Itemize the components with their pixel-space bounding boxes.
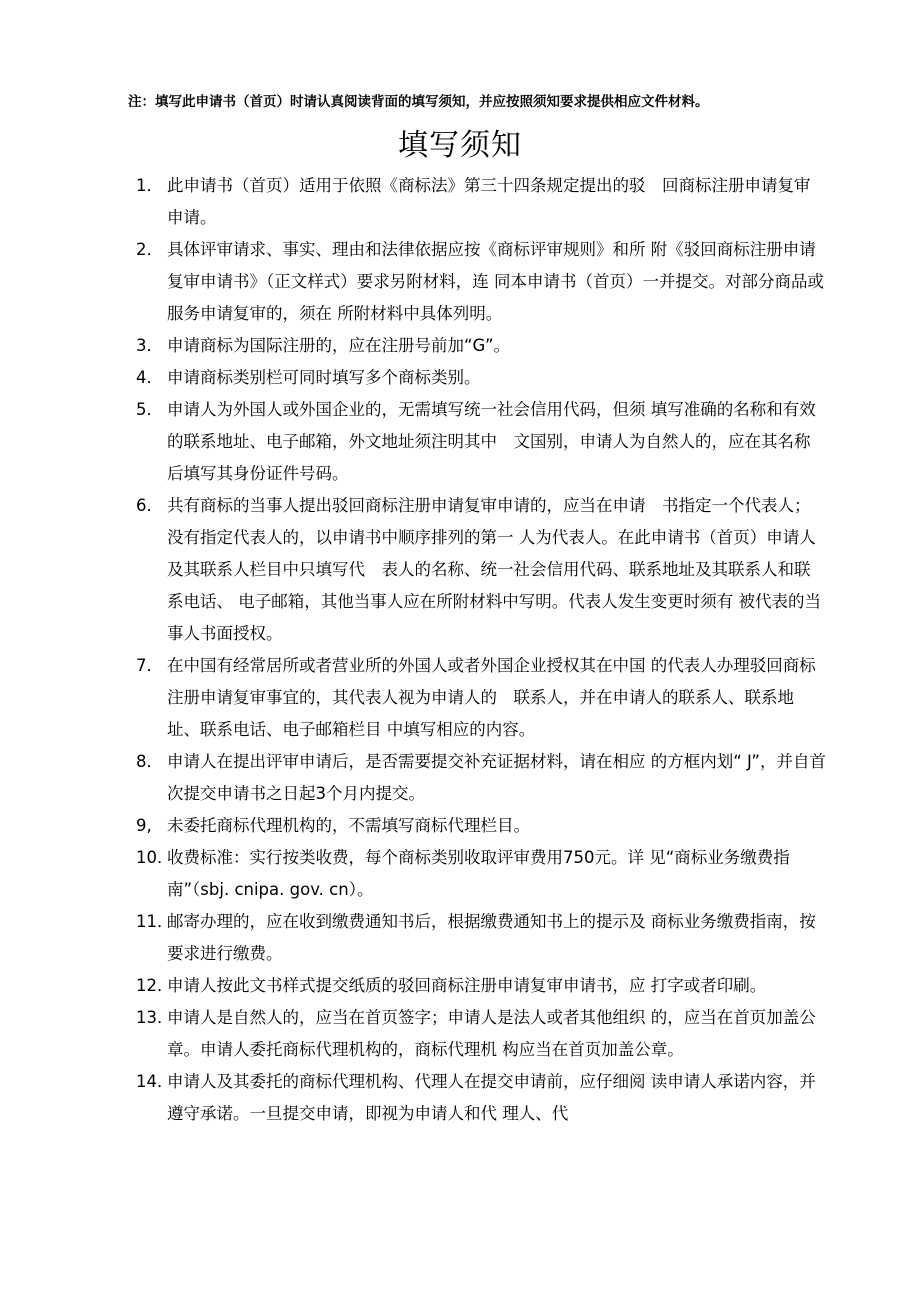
instruction-item-2 — [136, 234, 826, 330]
item-text: 在中国有经常居所或者营业所的外国人或者外国企业授权其在中国 的代表人办理驳回商标注册申请复审事宜的，其代表人视为申请人的 联系人，并在申请人的联系人、联系地址、联系电话、电子邮箱栏目 中填写相应的内容。 — [167, 656, 816, 739]
instruction-item-11 — [136, 906, 826, 970]
item-text: 邮寄办理的，应在收到缴费通知书后，根据缴费通知书上的提示及 商标业务缴费指南，按要求进行缴费。 — [167, 912, 816, 963]
instruction-item-9 — [136, 810, 826, 842]
item-text: 申请商标为国际注册的，应在注册号前加“G”。 — [167, 336, 511, 355]
instruction-item-14 — [136, 1066, 826, 1130]
item-text: 申请人及其委托的商标代理机构、代理人在提交申请前，应仔细阅 读申请人承诺内容，并遵守承诺。一旦提交申请，即视为申请人和代 理人、代 — [167, 1072, 816, 1123]
item-number: 9, — [136, 816, 152, 835]
item-text: 具体评审请求、事实、理由和法律依据应按《商标评审规则》和所 附《驳回商标注册申请复审申请书》（正文样式）要求另附材料，连 同本申请书（首页）一并提交。对部分商品或服务申请复审的，须在 所附材料中具体列明。 — [167, 240, 824, 323]
item-text: 申请人为外国人或外国企业的，无需填写统一社会信用代码，但须 填写准确的名称和有效的联系地址、电子邮箱，外文地址须注明其中 文国别，申请人为自然人的，应在其名称后填写其身份证件号码。 — [167, 400, 816, 483]
item-number: 11． — [136, 912, 174, 931]
instruction-item-4 — [136, 362, 826, 394]
instruction-item-6 — [136, 490, 826, 650]
item-number: 2． — [136, 240, 163, 259]
item-text: 申请商标类别栏可同时填写多个商标类别。 — [167, 368, 481, 387]
item-text: 共有商标的当事人提出驳回商标注册申请复审申请的，应当在申请 书指定一个代表人；没有指定代表人的，以申请书中顺序排列的第一 人为代表人。在此申请书（首页）申请人及其联系人栏目中只填写代 表人的名称、统一社会信用代码、联系地址及其联系人和联系电话、 电子邮箱，其他当事人应在所附材料中写明。代表人发生变更时须有 被代表的当事人书面授权。 — [167, 496, 821, 643]
item-text: 申请人是自然人的，应当在首页签字；申请人是法人或者其他组织 的，应当在首页加盖公章。申请人委托商标代理机构的，商标代理机 构应当在首页加盖公章。 — [167, 1008, 816, 1059]
instruction-item-13 — [136, 1002, 826, 1066]
item-number: 3． — [136, 336, 163, 355]
instruction-list — [136, 170, 826, 1130]
item-number: 13． — [136, 1008, 174, 1027]
item-number: 14． — [136, 1072, 174, 1091]
instruction-item-10 — [136, 842, 826, 906]
item-number: 5． — [136, 400, 163, 419]
item-text: 未委托商标代理机构的，不需填写商标代理栏目。 — [167, 816, 530, 835]
instruction-item-12 — [136, 970, 826, 1002]
instruction-item-5 — [136, 394, 826, 490]
item-text: 收费标准：实行按类收费，每个商标类别收取评审费用750元。详 见“商标业务缴费指南”（sbj. cnipa. gov. cn）。 — [167, 848, 790, 899]
header-note: 注：填写此申请书（首页）时请认真阅读背面的填写须知，并应按照须知要求提供相应文件材料。 — [128, 94, 709, 110]
item-number: 10． — [136, 848, 174, 867]
item-number: 1． — [136, 176, 163, 195]
item-number: 4． — [136, 368, 163, 387]
instruction-item-1 — [136, 170, 826, 234]
item-number: 12． — [136, 976, 174, 995]
instruction-item-8 — [136, 746, 826, 810]
item-text: 申请人在提出评审申请后，是否需要提交补充证据材料，请在相应 的方框内划“ J”，并自首次提交申请书之日起3个月内提交。 — [167, 752, 826, 803]
item-number: 8． — [136, 752, 163, 771]
instruction-item-3 — [136, 330, 826, 362]
item-text: 申请人按此文书样式提交纸质的驳回商标注册申请复审申请书，应 打字或者印刷。 — [167, 976, 767, 995]
item-text: 此申请书（首页）适用于依照《商标法》第三十四条规定提出的驳 回商标注册申请复审申请。 — [167, 176, 811, 227]
item-number: 6． — [136, 496, 163, 515]
page-title: 填写须知 — [398, 128, 522, 163]
item-number: 7． — [136, 656, 163, 675]
instruction-item-7 — [136, 650, 826, 746]
